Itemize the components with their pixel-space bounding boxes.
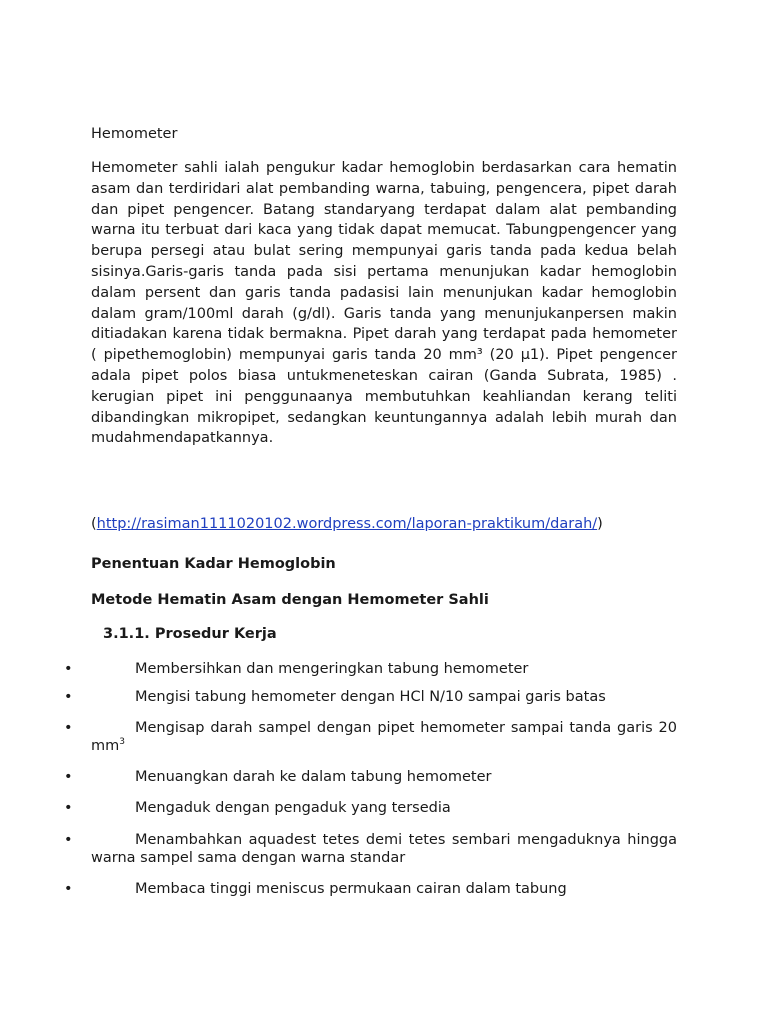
hemometer-paragraph: Hemometer sahli ialah pengukur kadar hemoglobin berdasarkan cara hematin asam dan terdiridari alat pembanding warna, tabuing, pengencera, pipet darah dan pipet pengencer. Batang standaryang terdapat dalam alat pembanding warna itu terbuat dari kaca yang tidak dapat memucat. Tabungpengencer yang berupa persegi atau bulat sering mempunyai garis tanda pada kedua belah sisinya.Garis-garis tanda pada sisi pertama menunjukan kadar hemoglobin dalam persent dan garis tanda padasisi lain menunjukan kadar hemoglobin dalam gram/100ml darah (g/dl). Garis tanda yang menunjukanpersen makin ditiadakan karena tidak bermakna. Pipet darah yang terdapat pada hemometer ( pipethemoglobin) mempunyai garis tanda 20 mm³ (20 µ1). Pipet pengencer adala pipet polos biasa untukmeneteskan cairan (Ganda Subrata, 1985) . kerugian pipet ini penggunaanya membutuhkan keahliandan kerang teliti dibandingkan mikropipet, sedangkan keuntungannya adalah lebih murah dan mudahmendapatkannya.	[91, 160, 677, 447]
step-text: Mengisi tabung hemometer dengan HCl N/10 sampai garis batas	[135, 689, 606, 705]
step-text: Mengaduk dengan pengaduk yang tersedia	[135, 800, 451, 816]
step-text: Mengisap darah sampel dengan pipet hemometer sampai tanda garis 20 mm	[91, 720, 677, 754]
method-title: Metode Hematin Asam dengan Hemometer Sahli	[91, 592, 489, 608]
step-text: Menuangkan darah ke dalam tabung hemometer	[135, 769, 492, 785]
bullet-icon: •	[64, 769, 73, 785]
bullet-icon: •	[64, 800, 73, 816]
procedure-title: 3.1.1. Prosedur Kerja	[103, 626, 277, 642]
source-close-paren: )	[597, 516, 603, 532]
source-open-paren: (	[91, 516, 97, 532]
step-text: Menambahkan aquadest tetes demi tetes sembari mengaduknya hingga warna sampel sama dengan warna standar	[91, 832, 677, 866]
bullet-icon: •	[64, 881, 73, 897]
hemometer-heading: Hemometer	[91, 126, 178, 142]
bullet-icon: •	[64, 832, 73, 848]
step-text: Membaca tinggi meniscus permukaan cairan dalam tabung	[135, 881, 567, 897]
bullet-icon: •	[64, 689, 73, 705]
cubic-superscript: 3	[119, 737, 125, 748]
source-citation	[91, 514, 603, 534]
bullet-icon: •	[64, 661, 73, 677]
source-link[interactable]: http://rasiman1111020102.wordpress.com/laporan-praktikum/darah/	[96, 516, 598, 532]
section-title: Penentuan Kadar Hemoglobin	[91, 556, 336, 572]
step-text-with-unit	[91, 719, 677, 755]
bullet-icon: •	[64, 720, 73, 736]
step-text: Membersihkan dan mengeringkan tabung hemometer	[135, 661, 529, 677]
